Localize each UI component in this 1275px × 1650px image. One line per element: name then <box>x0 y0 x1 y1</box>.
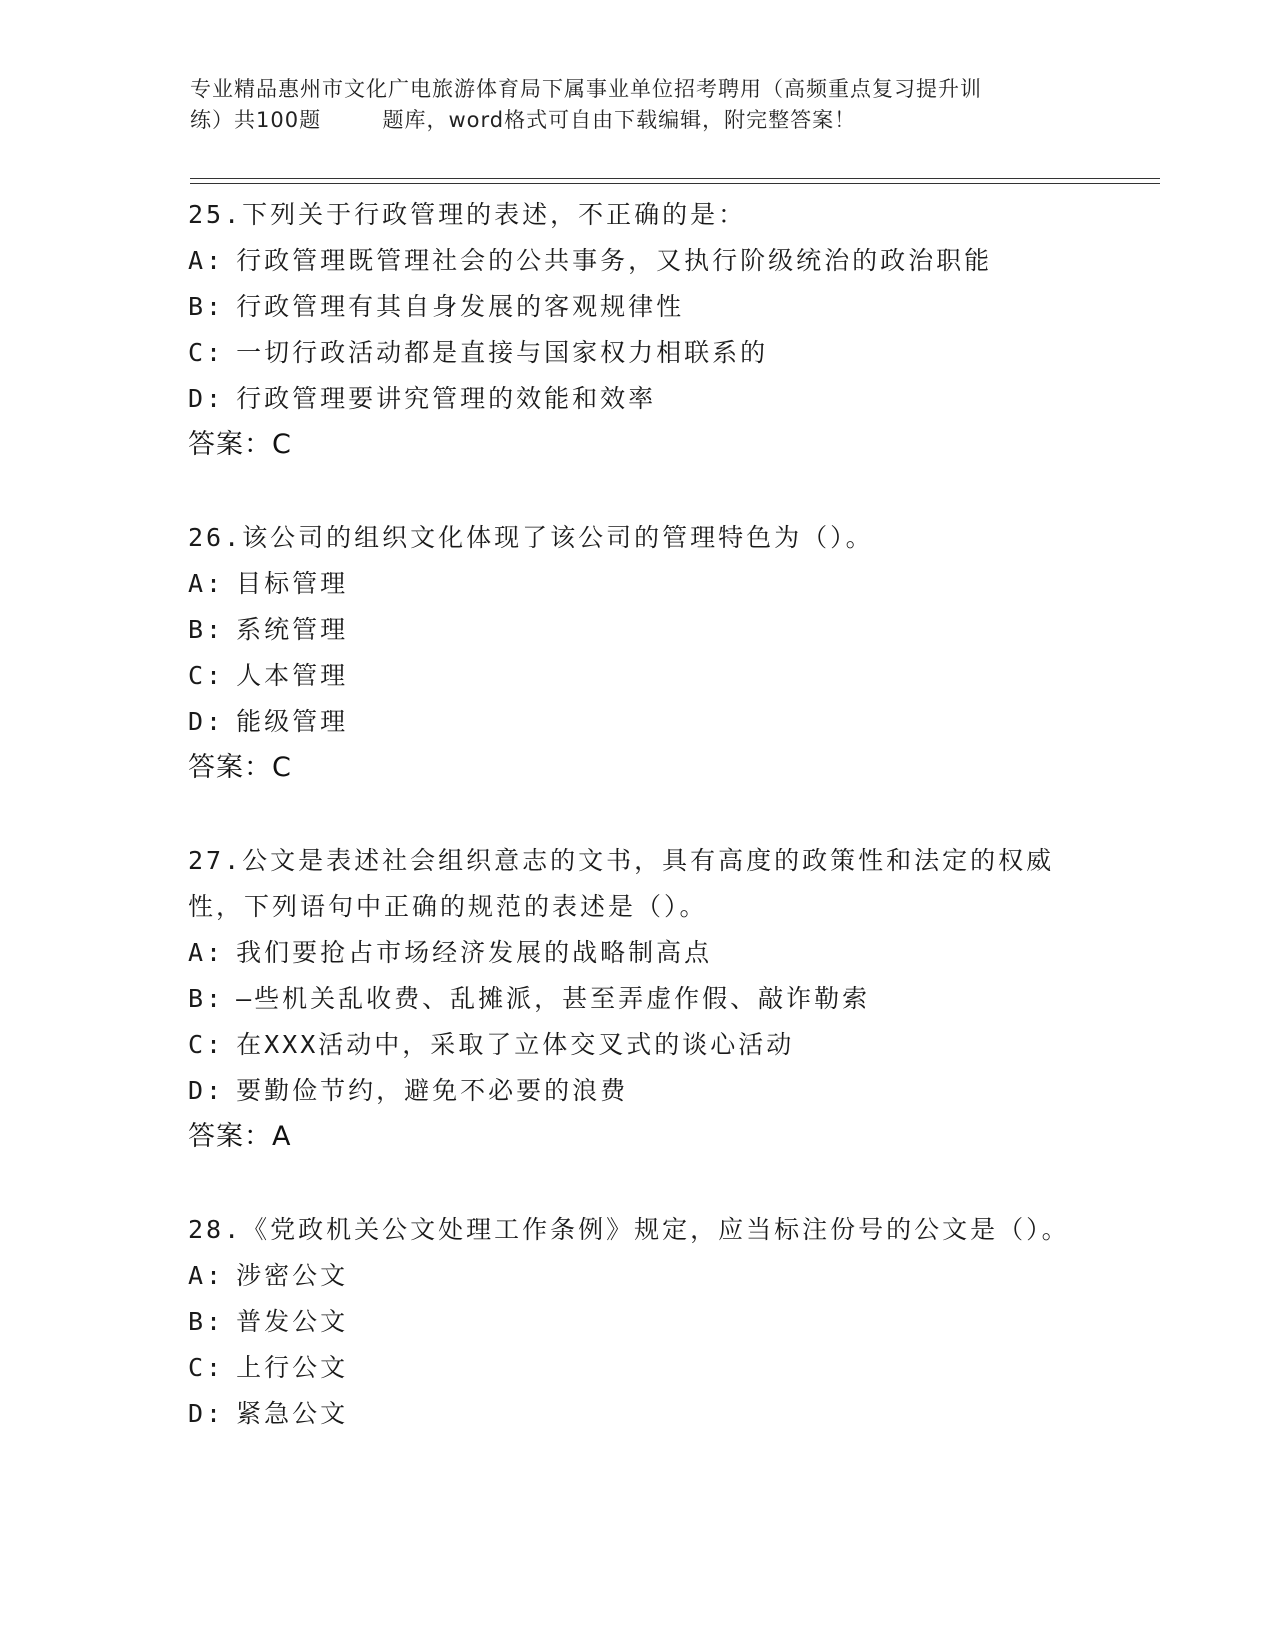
option-d <box>188 1391 1088 1437</box>
option-c <box>188 653 1088 699</box>
option-key: D: <box>188 1076 225 1105</box>
option-key: A: <box>188 246 225 275</box>
question-text: 26.该公司的组织文化体现了该公司的管理特色为（）。 <box>188 523 874 552</box>
question-26 <box>188 515 1088 791</box>
option-text: 紧急公文 <box>236 1399 349 1428</box>
question-27 <box>188 838 1088 1160</box>
document-header <box>190 74 1090 136</box>
option-a <box>188 1253 1088 1299</box>
option-b <box>188 284 1088 330</box>
option-key: B: <box>188 984 225 1013</box>
question-28 <box>188 1207 1088 1437</box>
option-text: 上行公文 <box>236 1353 349 1382</box>
option-text: 要勤俭节约，避免不必要的浪费 <box>236 1076 629 1105</box>
header-divider-bottom <box>190 183 1160 184</box>
option-a <box>188 561 1088 607</box>
option-text: 涉密公文 <box>236 1261 349 1290</box>
question-text: 27.公文是表述社会组织意志的文书，具有高度的政策性和法定的权威性，下列语句中正确的规范的表述是（）。 <box>188 846 1055 921</box>
option-key: B: <box>188 292 225 321</box>
option-key: A: <box>188 569 225 598</box>
answer-text: 答案：C <box>188 429 292 460</box>
option-b <box>188 607 1088 653</box>
option-key: D: <box>188 384 225 413</box>
option-d <box>188 1068 1088 1114</box>
option-c <box>188 1022 1088 1068</box>
header-line-1: 专业精品惠州市文化广电旅游体育局下属事业单位招考聘用（高频重点复习提升训 <box>190 77 982 101</box>
option-text: 普发公文 <box>236 1307 349 1336</box>
option-text: 目标管理 <box>236 569 349 598</box>
option-key: C: <box>188 338 225 367</box>
option-key: C: <box>188 1353 225 1382</box>
option-text: 行政管理有其自身发展的客观规律性 <box>236 292 685 321</box>
option-text: 能级管理 <box>236 707 349 736</box>
option-text: —些机关乱收费、乱摊派，甚至弄虚作假、敲诈勒索 <box>236 984 871 1013</box>
option-text: 一切行政活动都是直接与国家权力相联系的 <box>236 338 769 367</box>
option-b <box>188 976 1088 1022</box>
option-a <box>188 238 1088 284</box>
question-text: 28.《党政机关公文处理工作条例》规定，应当标注份号的公文是（）。 <box>188 1215 1070 1244</box>
option-text: 在XXX活动中，采取了立体交叉式的谈心活动 <box>236 1030 795 1059</box>
question-25 <box>188 192 1088 468</box>
header-divider-top <box>190 178 1160 179</box>
answer-text: 答案：A <box>188 1121 292 1152</box>
answer-text: 答案：C <box>188 752 292 783</box>
option-key: D: <box>188 1399 225 1428</box>
option-key: A: <box>188 1261 225 1290</box>
option-key: D: <box>188 707 225 736</box>
option-c <box>188 1345 1088 1391</box>
option-key: B: <box>188 1307 225 1336</box>
option-a <box>188 930 1088 976</box>
option-key: B: <box>188 615 225 644</box>
header-line-2: 练）共100题 题库，word格式可自由下载编辑，附完整答案！ <box>190 108 857 132</box>
question-text: 25.下列关于行政管理的表述，不正确的是： <box>188 200 747 229</box>
option-b <box>188 1299 1088 1345</box>
option-c <box>188 330 1088 376</box>
question-list <box>188 192 1088 1484</box>
option-d <box>188 699 1088 745</box>
option-text: 行政管理既管理社会的公共事务，又执行阶级统治的政治职能 <box>236 246 993 275</box>
option-key: A: <box>188 938 225 967</box>
option-d <box>188 376 1088 422</box>
option-text: 行政管理要讲究管理的效能和效率 <box>236 384 657 413</box>
option-text: 系统管理 <box>236 615 349 644</box>
option-key: C: <box>188 661 225 690</box>
option-key: C: <box>188 1030 225 1059</box>
option-text: 我们要抢占市场经济发展的战略制高点 <box>236 938 713 967</box>
option-text: 人本管理 <box>236 661 349 690</box>
